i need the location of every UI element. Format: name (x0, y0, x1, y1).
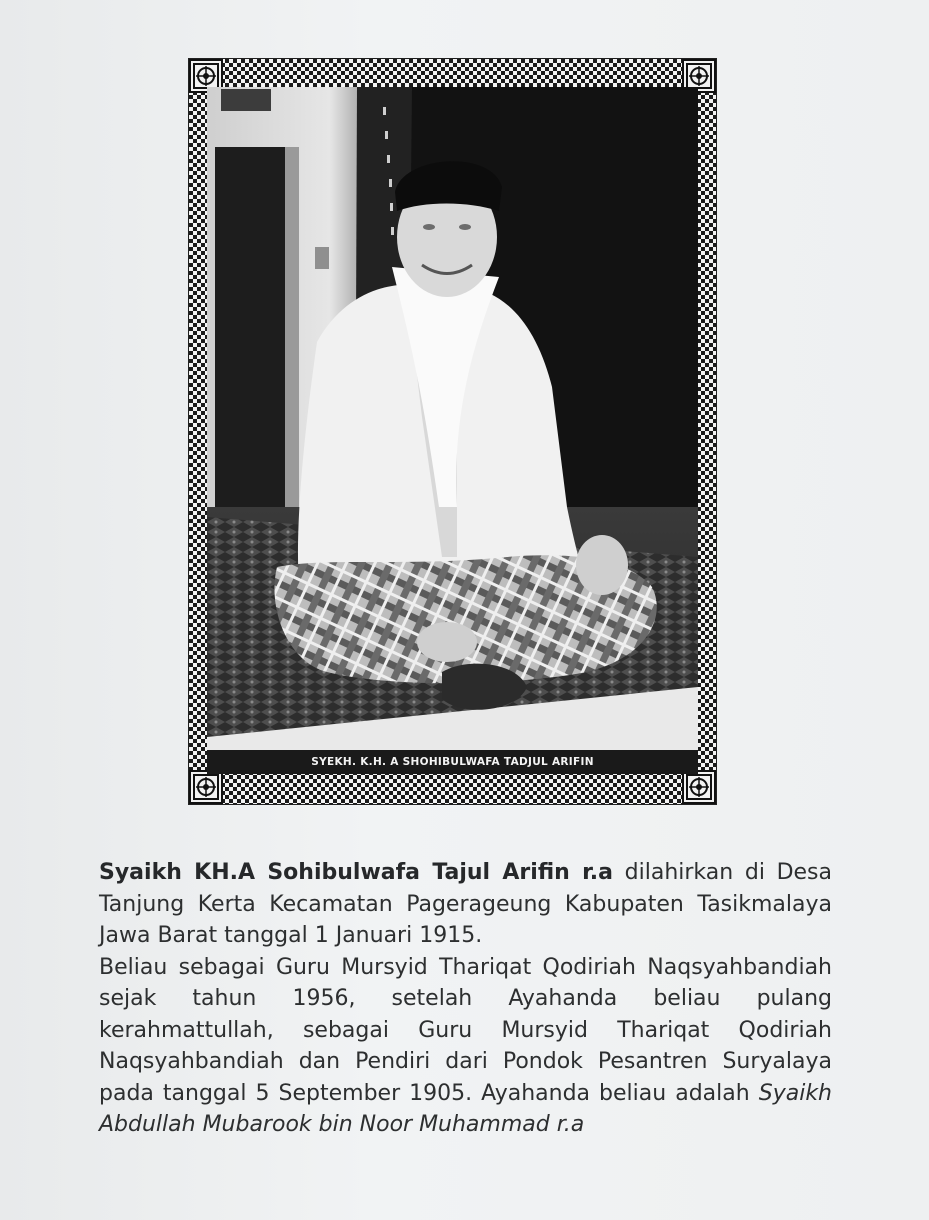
corner-ornament-icon (682, 770, 716, 804)
subject-name: Syaikh KH.A Sohibulwafa Tajul Arifin r.a (99, 860, 614, 885)
birth-text: dilahirkan di Desa Tanjung Kerta Kecamatan Pagerageung Kabupaten Tasikmalaya Jawa Barat tanggal 1 Januari 1915. (99, 860, 832, 948)
photo-caption: SYEKH. K.H. A SHOHIBULWAFA TADJUL ARIFIN (311, 756, 594, 768)
photo-frame (188, 58, 717, 805)
biography-text (99, 857, 832, 1141)
role-paragraph (99, 952, 832, 1141)
father-name: Syaikh Abdullah Mubarook bin Noor Muhammad r.a (99, 1080, 832, 1137)
portrait-photo (207, 87, 698, 750)
photo-caption-bar (207, 750, 698, 774)
corner-ornament-icon (189, 770, 223, 804)
role-text: Beliau sebagai Guru Mursyid Thariqat Qodiriah Naqsyahbandiah sejak tahun 1956, setelah Ayahanda beliau pulang kerahmattullah, sebagai Guru Mursyid Thariqat Qodiriah Naqsyahbandiah dan Pendiri dari Pondok Pesantren Suryalaya pada tanggal 5 September 1905. Ayahanda beliau adalah (99, 954, 832, 1106)
portrait-illustration (207, 87, 698, 750)
birth-paragraph (99, 857, 832, 952)
